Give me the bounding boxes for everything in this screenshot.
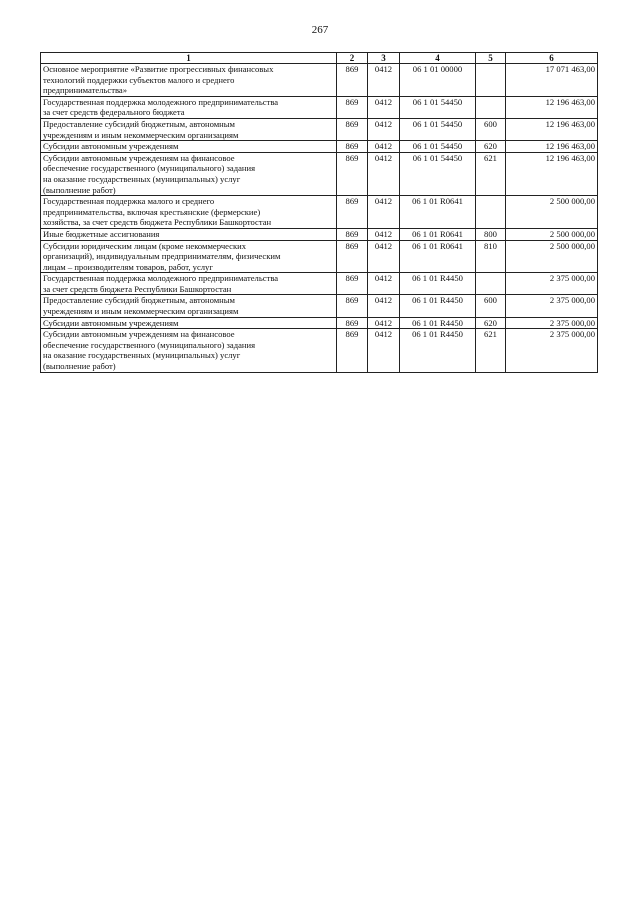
- amount-cell: 12 196 463,00: [506, 118, 598, 140]
- table-row: [41, 64, 598, 97]
- amount-cell: 2 375 000,00: [506, 295, 598, 317]
- row-name-line: технологий поддержки субъектов малого и среднего: [43, 74, 235, 85]
- row-name-line: (выполнение работ): [43, 184, 116, 195]
- amount-cell: 2 500 000,00: [506, 196, 598, 229]
- header-col-1: 1: [41, 53, 337, 64]
- section-code-cell: 0412: [368, 317, 400, 329]
- section-code-cell: 0412: [368, 96, 400, 118]
- section-code-cell: 0412: [368, 196, 400, 229]
- amount-cell: 12 196 463,00: [506, 96, 598, 118]
- section-code-cell: 0412: [368, 273, 400, 295]
- table-row: [41, 295, 598, 317]
- expense-type-cell: 621: [476, 329, 506, 372]
- expense-type-cell: [476, 196, 506, 229]
- target-article-cell: 06 1 01 54450: [400, 141, 476, 153]
- section-code-cell: 0412: [368, 329, 400, 372]
- section-code-cell: 0412: [368, 64, 400, 97]
- amount-cell: 12 196 463,00: [506, 141, 598, 153]
- row-name-line: за счет средств бюджета Республики Башкортостан: [43, 283, 232, 294]
- row-name-cell: [41, 118, 337, 140]
- table-row: [41, 317, 598, 329]
- row-name-cell: [41, 317, 337, 329]
- amount-cell: 2 375 000,00: [506, 317, 598, 329]
- row-name-line: организаций), индивидуальным предпринимателям, физическим: [43, 251, 281, 262]
- expense-type-cell: 800: [476, 228, 506, 240]
- target-article-cell: 06 1 01 R4450: [400, 273, 476, 295]
- row-name-cell: [41, 329, 337, 372]
- row-name-line: Государственная поддержка малого и среднего: [43, 196, 215, 207]
- amount-cell: 2 375 000,00: [506, 273, 598, 295]
- table-row: [41, 118, 598, 140]
- expense-type-cell: [476, 273, 506, 295]
- expense-type-cell: 600: [476, 295, 506, 317]
- expense-type-cell: [476, 64, 506, 97]
- row-name-line: на оказание государственных (муниципальных) услуг: [43, 173, 241, 184]
- row-name-line: Субсидии юридическим лицам (кроме некоммерческих: [43, 240, 247, 251]
- row-name-line: Государственная поддержка молодежного предпринимательства: [43, 96, 279, 107]
- table-row: [41, 141, 598, 153]
- target-article-cell: 06 1 01 R4450: [400, 317, 476, 329]
- page-number: 267: [311, 24, 329, 36]
- table-row: [41, 96, 598, 118]
- row-name-line: Субсидии автономным учреждениям на финансовое: [43, 152, 235, 163]
- target-article-cell: 06 1 01 54450: [400, 152, 476, 195]
- admin-code-cell: 869: [337, 317, 368, 329]
- expense-type-cell: 620: [476, 141, 506, 153]
- admin-code-cell: 869: [337, 141, 368, 153]
- amount-cell: 2 375 000,00: [506, 329, 598, 372]
- row-name-cell: [41, 141, 337, 153]
- row-name-line: предпринимательства»: [43, 85, 128, 96]
- target-article-cell: 06 1 01 R0641: [400, 196, 476, 229]
- row-name-line: Основное мероприятие «Развитие прогрессивных финансовых: [43, 64, 274, 74]
- budget-table: [40, 52, 598, 373]
- amount-cell: 2 500 000,00: [506, 240, 598, 273]
- row-name-line: учреждениям и иным некоммерческим организациям: [43, 129, 239, 140]
- row-name-line: Субсидии автономным учреждениям на финансовое: [43, 329, 235, 340]
- target-article-cell: 06 1 01 54450: [400, 96, 476, 118]
- row-name-cell: [41, 228, 337, 240]
- target-article-cell: 06 1 01 R4450: [400, 329, 476, 372]
- admin-code-cell: 869: [337, 329, 368, 372]
- row-name-line: лицам – производителям товаров, работ, услуг: [43, 261, 213, 272]
- row-name-cell: [41, 152, 337, 195]
- header-col-2: 2: [337, 53, 368, 64]
- admin-code-cell: 869: [337, 240, 368, 273]
- table-row: [41, 228, 598, 240]
- row-name-cell: [41, 96, 337, 118]
- row-name-line: на оказание государственных (муниципальных) услуг: [43, 350, 241, 361]
- row-name-line: обеспечение государственного (муниципального) задания: [43, 163, 256, 174]
- header-row: [41, 53, 598, 64]
- section-code-cell: 0412: [368, 118, 400, 140]
- header-col-6: 6: [506, 53, 598, 64]
- expense-type-cell: 600: [476, 118, 506, 140]
- target-article-cell: 06 1 01 R4450: [400, 295, 476, 317]
- section-code-cell: 0412: [368, 141, 400, 153]
- row-name-line: Субсидии автономным учреждениям: [43, 141, 179, 152]
- row-name-line: обеспечение государственного (муниципального) задания: [43, 339, 256, 350]
- expense-type-cell: 620: [476, 317, 506, 329]
- row-name-line: предпринимательства, включая крестьянские (фермерские): [43, 206, 261, 217]
- expense-type-cell: [476, 96, 506, 118]
- section-code-cell: 0412: [368, 152, 400, 195]
- header-col-4: 4: [400, 53, 476, 64]
- expense-type-cell: 810: [476, 240, 506, 273]
- row-name-cell: [41, 295, 337, 317]
- table-row: [41, 273, 598, 295]
- target-article-cell: 06 1 01 R0641: [400, 228, 476, 240]
- section-code-cell: 0412: [368, 240, 400, 273]
- admin-code-cell: 869: [337, 118, 368, 140]
- table-row: [41, 152, 598, 195]
- admin-code-cell: 869: [337, 96, 368, 118]
- target-article-cell: 06 1 01 R0641: [400, 240, 476, 273]
- table-header: [41, 53, 598, 64]
- admin-code-cell: 869: [337, 273, 368, 295]
- row-name-cell: [41, 273, 337, 295]
- target-article-cell: 06 1 01 00000: [400, 64, 476, 97]
- row-name-line: хозяйства, за счет средств бюджета Республики Башкортостан: [43, 217, 272, 228]
- table-row: [41, 196, 598, 229]
- amount-cell: 17 071 463,00: [506, 64, 598, 97]
- header-col-5: 5: [476, 53, 506, 64]
- table-row: [41, 240, 598, 273]
- amount-cell: 2 500 000,00: [506, 228, 598, 240]
- header-col-3: 3: [368, 53, 400, 64]
- expense-type-cell: 621: [476, 152, 506, 195]
- section-code-cell: 0412: [368, 295, 400, 317]
- section-code-cell: 0412: [368, 228, 400, 240]
- admin-code-cell: 869: [337, 152, 368, 195]
- row-name-line: Иные бюджетные ассигнования: [43, 228, 160, 239]
- row-name-line: Предоставление субсидий бюджетным, автономным: [43, 295, 235, 306]
- row-name-line: учреждениям и иным некоммерческим организациям: [43, 306, 239, 317]
- row-name-line: за счет средств федерального бюджета: [43, 107, 185, 118]
- admin-code-cell: 869: [337, 64, 368, 97]
- admin-code-cell: 869: [337, 295, 368, 317]
- row-name-cell: [41, 64, 337, 97]
- amount-cell: 12 196 463,00: [506, 152, 598, 195]
- row-name-cell: [41, 196, 337, 229]
- row-name-cell: [41, 240, 337, 273]
- table-body: [41, 64, 598, 373]
- admin-code-cell: 869: [337, 228, 368, 240]
- table-row: [41, 329, 598, 372]
- row-name-line: Предоставление субсидий бюджетным, автономным: [43, 118, 235, 129]
- row-name-line: (выполнение работ): [43, 361, 116, 372]
- row-name-line: Субсидии автономным учреждениям: [43, 317, 179, 328]
- row-name-line: Государственная поддержка молодежного предпринимательства: [43, 273, 279, 284]
- target-article-cell: 06 1 01 54450: [400, 118, 476, 140]
- admin-code-cell: 869: [337, 196, 368, 229]
